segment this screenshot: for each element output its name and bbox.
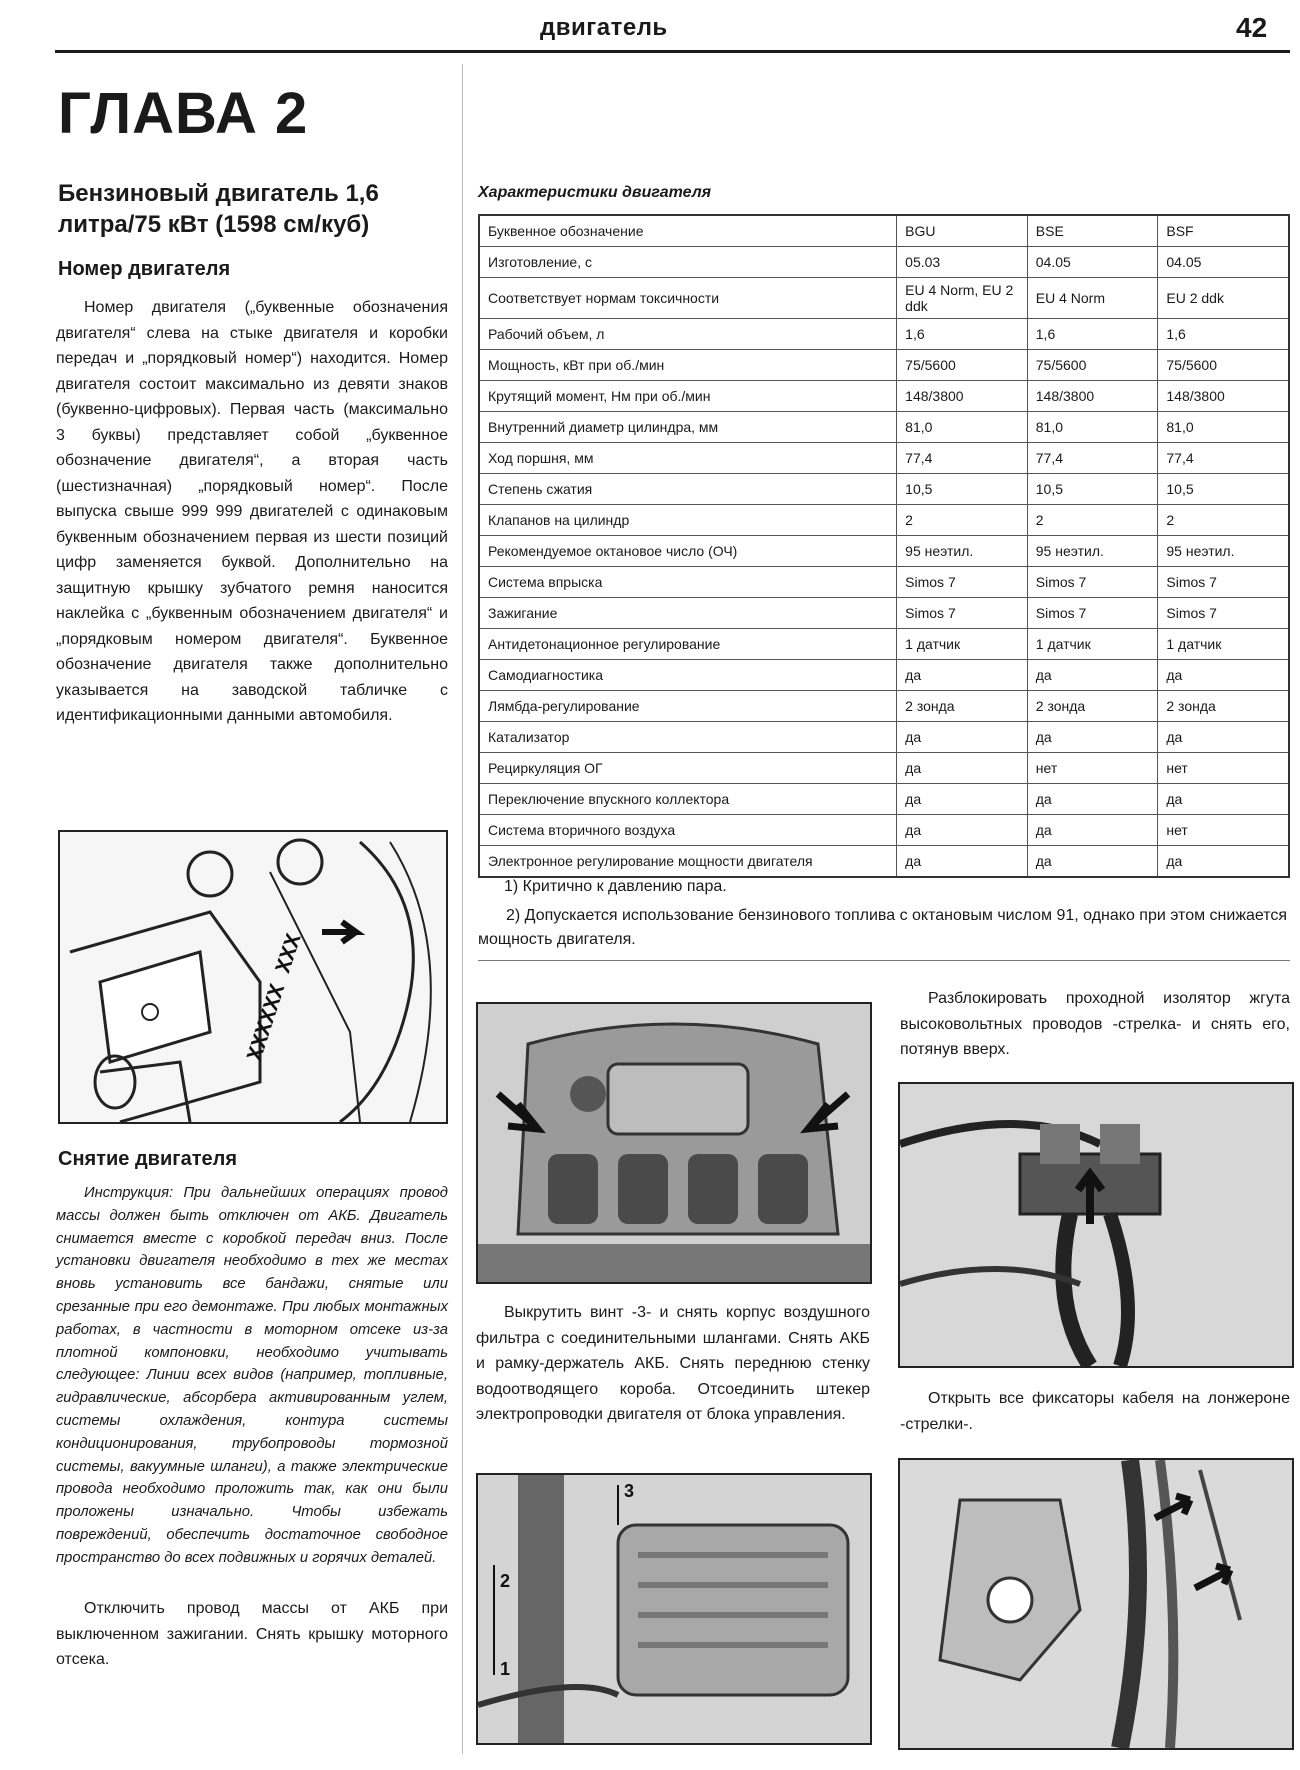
footnote-2: 2) Допускается использование бензинового топлива с октановым числом 91, однако при этом снижается мощность двигателя. — [478, 907, 1288, 948]
spec-value: 95 неэтил. — [897, 536, 1028, 567]
spec-value: 04.05 — [1027, 247, 1158, 278]
engine-number-heading: Номер двигателя — [58, 258, 231, 280]
filter-label-1: 1 — [500, 1659, 511, 1679]
spec-label: Соответствует нормам токсичности — [479, 278, 897, 319]
filter-label-3: 3 — [624, 1481, 635, 1501]
step-unscrew: Выкрутить винт -3- и снять корпус воздушного фильтра с соединительными шлангами. Снять АКБ и рамку-держатель АКБ. Снять переднюю стенку водоотводящего короба. Отсоединить штекер электропроводки двигателя от блока управления. — [476, 1304, 870, 1423]
spec-value: да — [897, 660, 1028, 691]
spec-value: нет — [1158, 753, 1289, 784]
footnote-1: 1) Критично к давлению пара. — [504, 878, 727, 895]
spec-value: BSE — [1027, 215, 1158, 247]
spec-value: 77,4 — [897, 443, 1028, 474]
engine-number-marking: XXXXXX XXX — [242, 930, 308, 1065]
footnote-rule — [478, 960, 1290, 961]
spec-row — [479, 215, 1289, 247]
spec-label: Электронное регулирование мощности двигателя — [479, 846, 897, 878]
spec-row — [479, 319, 1289, 350]
spec-value: да — [1027, 784, 1158, 815]
spec-label: Система впрыска — [479, 567, 897, 598]
page-number: 42 — [1236, 12, 1268, 43]
spec-value: Simos 7 — [1027, 598, 1158, 629]
spec-value: да — [1027, 722, 1158, 753]
spec-value: 10,5 — [1158, 474, 1289, 505]
spec-value: 95 неэтил. — [1027, 536, 1158, 567]
step-open-clips: Открыть все фиксаторы кабеля на лонжероне -стрелки-. — [900, 1390, 1290, 1433]
spec-value: BGU — [897, 215, 1028, 247]
spec-row — [479, 278, 1289, 319]
spec-value: 2 зонда — [1158, 691, 1289, 722]
connector-photo — [898, 1082, 1294, 1368]
spec-value: 2 зонда — [1027, 691, 1158, 722]
spec-row — [479, 474, 1289, 505]
spec-row — [479, 629, 1289, 660]
spec-row — [479, 412, 1289, 443]
spec-table-caption: Характеристики двигателя — [478, 184, 712, 201]
spec-row — [479, 815, 1289, 846]
spec-value: да — [897, 784, 1028, 815]
spec-value: да — [1158, 722, 1289, 753]
spec-label: Рециркуляция ОГ — [479, 753, 897, 784]
spec-value: 2 — [897, 505, 1028, 536]
spec-row — [479, 247, 1289, 278]
spec-row — [479, 722, 1289, 753]
spec-value: да — [1027, 846, 1158, 878]
spec-value: 1 датчик — [1158, 629, 1289, 660]
spec-value: 77,4 — [1027, 443, 1158, 474]
spec-value: Simos 7 — [897, 598, 1028, 629]
spec-label: Лямбда-регулирование — [479, 691, 897, 722]
filter-label-2: 2 — [500, 1571, 511, 1591]
spec-label: Степень сжатия — [479, 474, 897, 505]
spec-value: EU 4 Norm, EU 2 ddk — [897, 278, 1028, 319]
spec-value: да — [1158, 660, 1289, 691]
spec-value: 10,5 — [1027, 474, 1158, 505]
spec-row — [479, 691, 1289, 722]
spec-value: 04.05 — [1158, 247, 1289, 278]
spec-value: 81,0 — [897, 412, 1028, 443]
spec-label: Ход поршня, мм — [479, 443, 897, 474]
spec-value: да — [1027, 815, 1158, 846]
spec-value: 2 — [1027, 505, 1158, 536]
spec-label: Мощность, кВт при об./мин — [479, 350, 897, 381]
spec-row — [479, 505, 1289, 536]
spec-value: 77,4 — [1158, 443, 1289, 474]
spec-value: Simos 7 — [1158, 567, 1289, 598]
air-filter-photo — [476, 1473, 872, 1745]
removal-instruction: Инструкция: При дальнейших операциях провод массы должен быть отключен от АКБ. Двигатель снимается вместе с коробкой передач вниз. После установки двигателя необходимо в тех же местах вновь установить все бандажи, снятые или срезанные при его демонтаже. При любых монтажных работах, в частности в моторном отсеке из-за плотной компоновки, необходимо учитывать следующее: Линии всех видов (например, топливные, гидравлические, абсорбера активированным углем, системы охлаждения, контура системы кондиционирования, трубопроводы тормозной системы, вакуумные шланги), а также электрические провода необходимо проложить так, как они были проложены изначально. Чтобы избежать повреждений, обеспечить достаточное свободное пространство до всех подвижных и горячих деталей. — [56, 1185, 448, 1566]
spec-label: Рекомендуемое октановое число (ОЧ) — [479, 536, 897, 567]
spec-row — [479, 443, 1289, 474]
spec-label: Внутренний диаметр цилиндра, мм — [479, 412, 897, 443]
spec-value: EU 2 ddk — [1158, 278, 1289, 319]
spec-value: да — [897, 753, 1028, 784]
spec-value: 75/5600 — [1027, 350, 1158, 381]
spec-value: 1,6 — [1158, 319, 1289, 350]
spec-value: 148/3800 — [897, 381, 1028, 412]
spec-label: Рабочий объем, л — [479, 319, 897, 350]
spec-label: Зажигание — [479, 598, 897, 629]
spec-row — [479, 784, 1289, 815]
spec-label: Изготовление, с — [479, 247, 897, 278]
spec-value: 2 зонда — [897, 691, 1028, 722]
cable-clips-photo — [898, 1458, 1294, 1750]
spec-value: 10,5 — [897, 474, 1028, 505]
spec-value: 75/5600 — [1158, 350, 1289, 381]
spec-label: Антидетонационное регулирование — [479, 629, 897, 660]
spec-value: 95 неэтил. — [1158, 536, 1289, 567]
spec-value: Simos 7 — [1158, 598, 1289, 629]
spec-label: Самодиагностика — [479, 660, 897, 691]
spec-value: да — [897, 846, 1028, 878]
spec-row — [479, 753, 1289, 784]
disconnect-paragraph: Отключить провод массы от АКБ при выключенном зажигании. Снять крышку моторного отсека. — [56, 1600, 448, 1668]
spec-value: 148/3800 — [1027, 381, 1158, 412]
spec-label: Буквенное обозначение — [479, 215, 897, 247]
spec-value: да — [897, 722, 1028, 753]
spec-label: Катализатор — [479, 722, 897, 753]
spec-value: 1 датчик — [897, 629, 1028, 660]
spec-value: да — [1027, 660, 1158, 691]
header-rule — [55, 50, 1290, 53]
engine-subtitle: Бензиновый двигатель 1,6 литра/75 кВт (1598 см/куб) — [58, 180, 379, 238]
spec-value: Simos 7 — [897, 567, 1028, 598]
removal-heading: Снятие двигателя — [58, 1148, 237, 1170]
spec-value: да — [1158, 784, 1289, 815]
spec-value: EU 4 Norm — [1027, 278, 1158, 319]
spec-row — [479, 381, 1289, 412]
spec-row — [479, 536, 1289, 567]
spec-row — [479, 660, 1289, 691]
engine-number-paragraph: Номер двигателя („буквенные обозначения двигателя“ слева на стыке двигателя и коробки передач и „порядковый номер“) находится. Номер двигателя состоит максимально из девяти знаков (буквенно-цифровых). Первая часть (максимально 3 буквы) представляет собой „буквенное обозначение двигателя“, а вторая часть (шестизначная) „порядковый номер“. После выпуска свыше 999 999 двигателей с одинаковым буквенным обозначением первая из шести позиций цифр заменяется буквой. Дополнительно на защитную крышку зубчатого ремня наносится наклейка с „буквенным обозначением двигателя“ и „порядковым номером двигателя“. Буквенное обозначение двигателя также дополнительно указывается на заводской табличке с идентификационными данными автомобиля. — [56, 299, 448, 724]
step-unlock: Разблокировать проходной изолятор жгута высоковольтных проводов -стрелка- и снять его, потянув вверх. — [900, 990, 1290, 1058]
spec-row — [479, 598, 1289, 629]
engine-number-figure — [58, 830, 448, 1124]
spec-value: 1,6 — [897, 319, 1028, 350]
spec-value: 1,6 — [1027, 319, 1158, 350]
spec-value: 2 — [1158, 505, 1289, 536]
spec-row — [479, 567, 1289, 598]
engine-bay-photo — [476, 1002, 872, 1284]
spec-table — [478, 214, 1290, 878]
spec-value: нет — [1158, 815, 1289, 846]
spec-value: 75/5600 — [897, 350, 1028, 381]
spec-value: Simos 7 — [1027, 567, 1158, 598]
spec-value: нет — [1027, 753, 1158, 784]
spec-value: да — [1158, 846, 1289, 878]
spec-row — [479, 846, 1289, 878]
spec-label: Система вторичного воздуха — [479, 815, 897, 846]
spec-value: 05.03 — [897, 247, 1028, 278]
spec-value: 81,0 — [1027, 412, 1158, 443]
spec-value: 148/3800 — [1158, 381, 1289, 412]
column-separator — [462, 64, 463, 1754]
spec-label: Клапанов на цилиндр — [479, 505, 897, 536]
spec-value: 81,0 — [1158, 412, 1289, 443]
spec-label: Крутящий момент, Нм при об./мин — [479, 381, 897, 412]
engine-number-drawing — [60, 832, 446, 1122]
spec-row — [479, 350, 1289, 381]
running-header-section: двигатель — [540, 14, 668, 41]
spec-label: Переключение впускного коллектора — [479, 784, 897, 815]
spec-value: да — [897, 815, 1028, 846]
spec-value: 1 датчик — [1027, 629, 1158, 660]
chapter-title: ГЛАВА 2 — [58, 81, 309, 146]
spec-value: BSF — [1158, 215, 1289, 247]
